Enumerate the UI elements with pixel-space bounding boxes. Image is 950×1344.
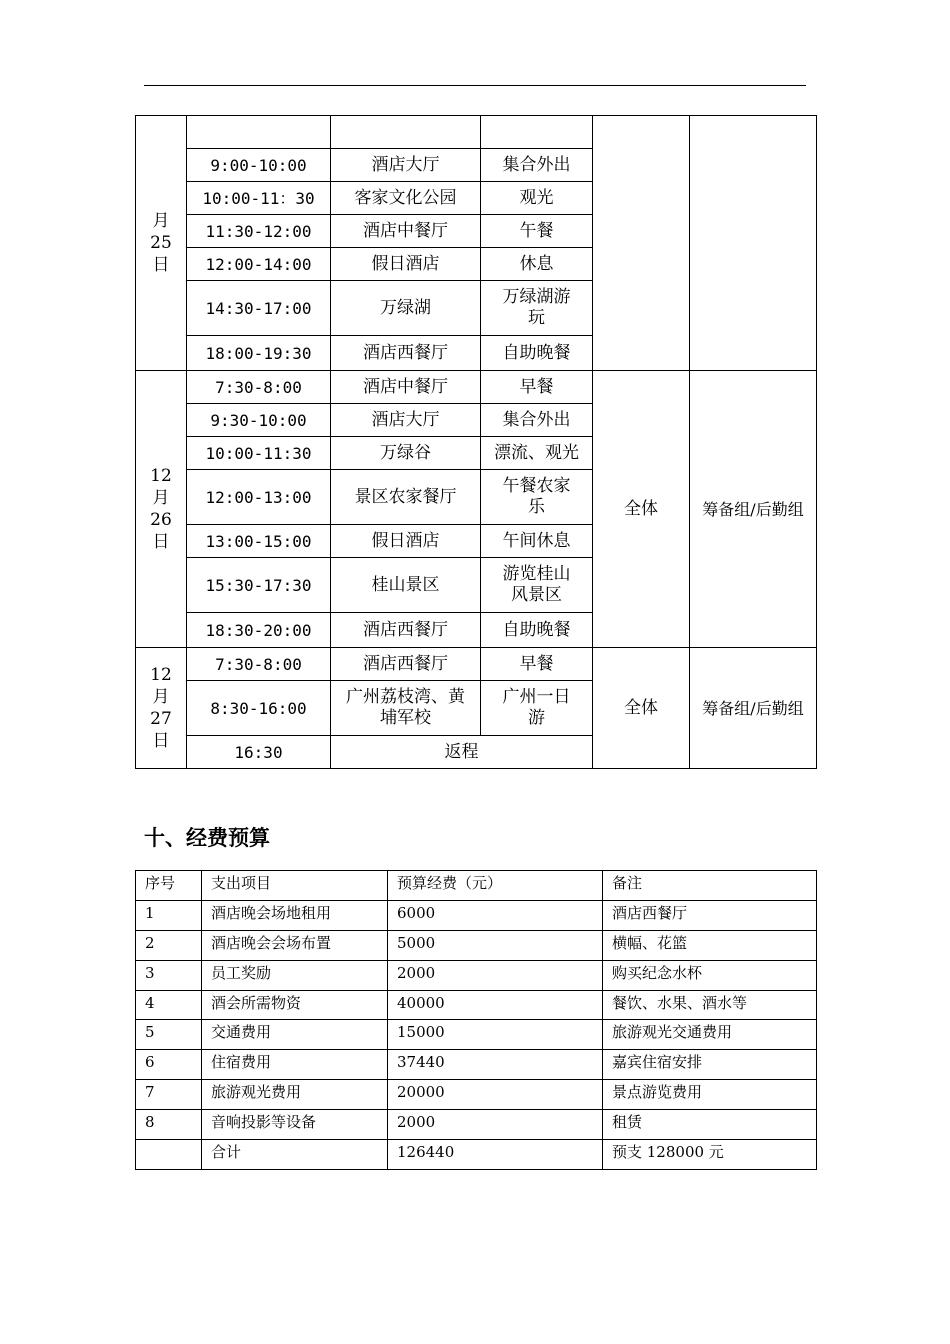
time-cell: 10:00-11：30 — [187, 182, 331, 215]
budget-cell: 6 — [136, 1050, 202, 1080]
activity-cell: 早餐 — [481, 371, 593, 404]
schedule-table — [135, 115, 817, 769]
budget-cell: 20000 — [388, 1080, 603, 1110]
budget-table — [135, 870, 817, 1170]
budget-row — [136, 1020, 817, 1050]
budget-header-cell: 预算经费（元） — [388, 871, 603, 901]
activity-cell: 休息 — [481, 248, 593, 281]
budget-cell: 租赁 — [603, 1110, 817, 1140]
responsible-cell — [690, 116, 817, 371]
date-cell: 月 25 日 — [136, 116, 187, 371]
time-cell: 7:30-8:00 — [187, 371, 331, 404]
budget-row — [136, 900, 817, 930]
budget-cell: 7 — [136, 1080, 202, 1110]
activity-cell: 自助晚餐 — [481, 613, 593, 648]
header-rule — [144, 85, 806, 86]
budget-cell: 酒店西餐厅 — [603, 900, 817, 930]
budget-cell: 3 — [136, 960, 202, 990]
participants-cell: 全体 — [593, 648, 690, 769]
budget-cell: 酒店晚会场地租用 — [202, 900, 388, 930]
section-title-budget: 十、经费预算 — [144, 826, 270, 850]
budget-cell: 6000 — [388, 900, 603, 930]
place-cell: 假日酒店 — [331, 525, 481, 558]
budget-header-row — [136, 871, 817, 901]
activity-cell: 游览桂山 风景区 — [481, 558, 593, 613]
budget-cell: 住宿费用 — [202, 1050, 388, 1080]
time-cell: 9:00-10:00 — [187, 149, 331, 182]
budget-header-cell: 序号 — [136, 871, 202, 901]
budget-header-cell: 备注 — [603, 871, 817, 901]
place-cell: 酒店西餐厅 — [331, 648, 481, 681]
time-cell: 12:00-14:00 — [187, 248, 331, 281]
budget-cell: 2000 — [388, 1110, 603, 1140]
activity-cell: 广州一日 游 — [481, 681, 593, 736]
place-cell — [331, 116, 481, 149]
place-cell: 万绿谷 — [331, 437, 481, 470]
time-cell: 8:30-16:00 — [187, 681, 331, 736]
activity-cell: 集合外出 — [481, 149, 593, 182]
budget-cell: 酒店晚会会场布置 — [202, 930, 388, 960]
place-cell: 广州荔枝湾、黄 埔军校 — [331, 681, 481, 736]
place-cell: 桂山景区 — [331, 558, 481, 613]
schedule-row — [136, 371, 817, 404]
time-cell: 18:30-20:00 — [187, 613, 331, 648]
budget-cell: 横幅、花篮 — [603, 930, 817, 960]
place-cell: 酒店中餐厅 — [331, 371, 481, 404]
participants-cell: 全体 — [593, 371, 690, 648]
activity-cell: 自助晚餐 — [481, 336, 593, 371]
responsible-cell: 筹备组/后勤组 — [690, 371, 817, 648]
date-cell: 12 月 26 日 — [136, 371, 187, 648]
time-cell: 14:30-17:00 — [187, 281, 331, 336]
budget-cell: 员工奖励 — [202, 960, 388, 990]
budget-cell: 126440 — [388, 1140, 603, 1170]
budget-cell: 购买纪念水杯 — [603, 960, 817, 990]
budget-row — [136, 960, 817, 990]
place-cell: 景区农家餐厅 — [331, 470, 481, 525]
place-cell: 酒店中餐厅 — [331, 215, 481, 248]
time-cell: 12:00-13:00 — [187, 470, 331, 525]
budget-cell: 景点游览费用 — [603, 1080, 817, 1110]
budget-cell — [136, 1140, 202, 1170]
budget-cell: 2 — [136, 930, 202, 960]
time-cell: 18:00-19:30 — [187, 336, 331, 371]
activity-cell: 漂流、观光 — [481, 437, 593, 470]
place-cell: 酒店西餐厅 — [331, 613, 481, 648]
budget-row — [136, 930, 817, 960]
time-cell: 11:30-12:00 — [187, 215, 331, 248]
participants-cell — [593, 116, 690, 371]
schedule-row — [136, 648, 817, 681]
note-cell: 返程 — [331, 736, 593, 769]
budget-cell: 1 — [136, 900, 202, 930]
time-cell: 9:30-10:00 — [187, 404, 331, 437]
activity-cell: 午间休息 — [481, 525, 593, 558]
budget-cell: 40000 — [388, 990, 603, 1020]
budget-cell: 交通费用 — [202, 1020, 388, 1050]
budget-cell: 5000 — [388, 930, 603, 960]
activity-cell — [481, 116, 593, 149]
budget-cell: 37440 — [388, 1050, 603, 1080]
budget-row — [136, 1080, 817, 1110]
budget-cell: 4 — [136, 990, 202, 1020]
place-cell: 万绿湖 — [331, 281, 481, 336]
budget-header-cell: 支出项目 — [202, 871, 388, 901]
place-cell: 客家文化公园 — [331, 182, 481, 215]
budget-row — [136, 1140, 817, 1170]
budget-cell: 音响投影等设备 — [202, 1110, 388, 1140]
budget-row — [136, 1050, 817, 1080]
activity-cell: 集合外出 — [481, 404, 593, 437]
budget-row — [136, 990, 817, 1020]
budget-cell: 旅游观光交通费用 — [603, 1020, 817, 1050]
schedule-row — [136, 116, 817, 149]
time-cell: 10:00-11:30 — [187, 437, 331, 470]
place-cell: 酒店西餐厅 — [331, 336, 481, 371]
budget-cell: 合计 — [202, 1140, 388, 1170]
budget-cell: 2000 — [388, 960, 603, 990]
budget-cell: 餐饮、水果、酒水等 — [603, 990, 817, 1020]
budget-row — [136, 1110, 817, 1140]
time-cell: 16:30 — [187, 736, 331, 769]
activity-cell: 观光 — [481, 182, 593, 215]
date-cell: 12 月 27 日 — [136, 648, 187, 769]
activity-cell: 午餐 — [481, 215, 593, 248]
time-cell: 13:00-15:00 — [187, 525, 331, 558]
activity-cell: 万绿湖游 玩 — [481, 281, 593, 336]
place-cell: 酒店大厅 — [331, 404, 481, 437]
place-cell: 假日酒店 — [331, 248, 481, 281]
activity-cell: 午餐农家 乐 — [481, 470, 593, 525]
time-cell: 15:30-17:30 — [187, 558, 331, 613]
budget-cell: 8 — [136, 1110, 202, 1140]
budget-cell: 嘉宾住宿安排 — [603, 1050, 817, 1080]
budget-cell: 旅游观光费用 — [202, 1080, 388, 1110]
time-cell: 7:30-8:00 — [187, 648, 331, 681]
budget-cell: 预支 128000 元 — [603, 1140, 817, 1170]
budget-cell: 酒会所需物资 — [202, 990, 388, 1020]
place-cell: 酒店大厅 — [331, 149, 481, 182]
responsible-cell: 筹备组/后勤组 — [690, 648, 817, 769]
activity-cell: 早餐 — [481, 648, 593, 681]
time-cell — [187, 116, 331, 149]
budget-cell: 15000 — [388, 1020, 603, 1050]
budget-cell: 5 — [136, 1020, 202, 1050]
